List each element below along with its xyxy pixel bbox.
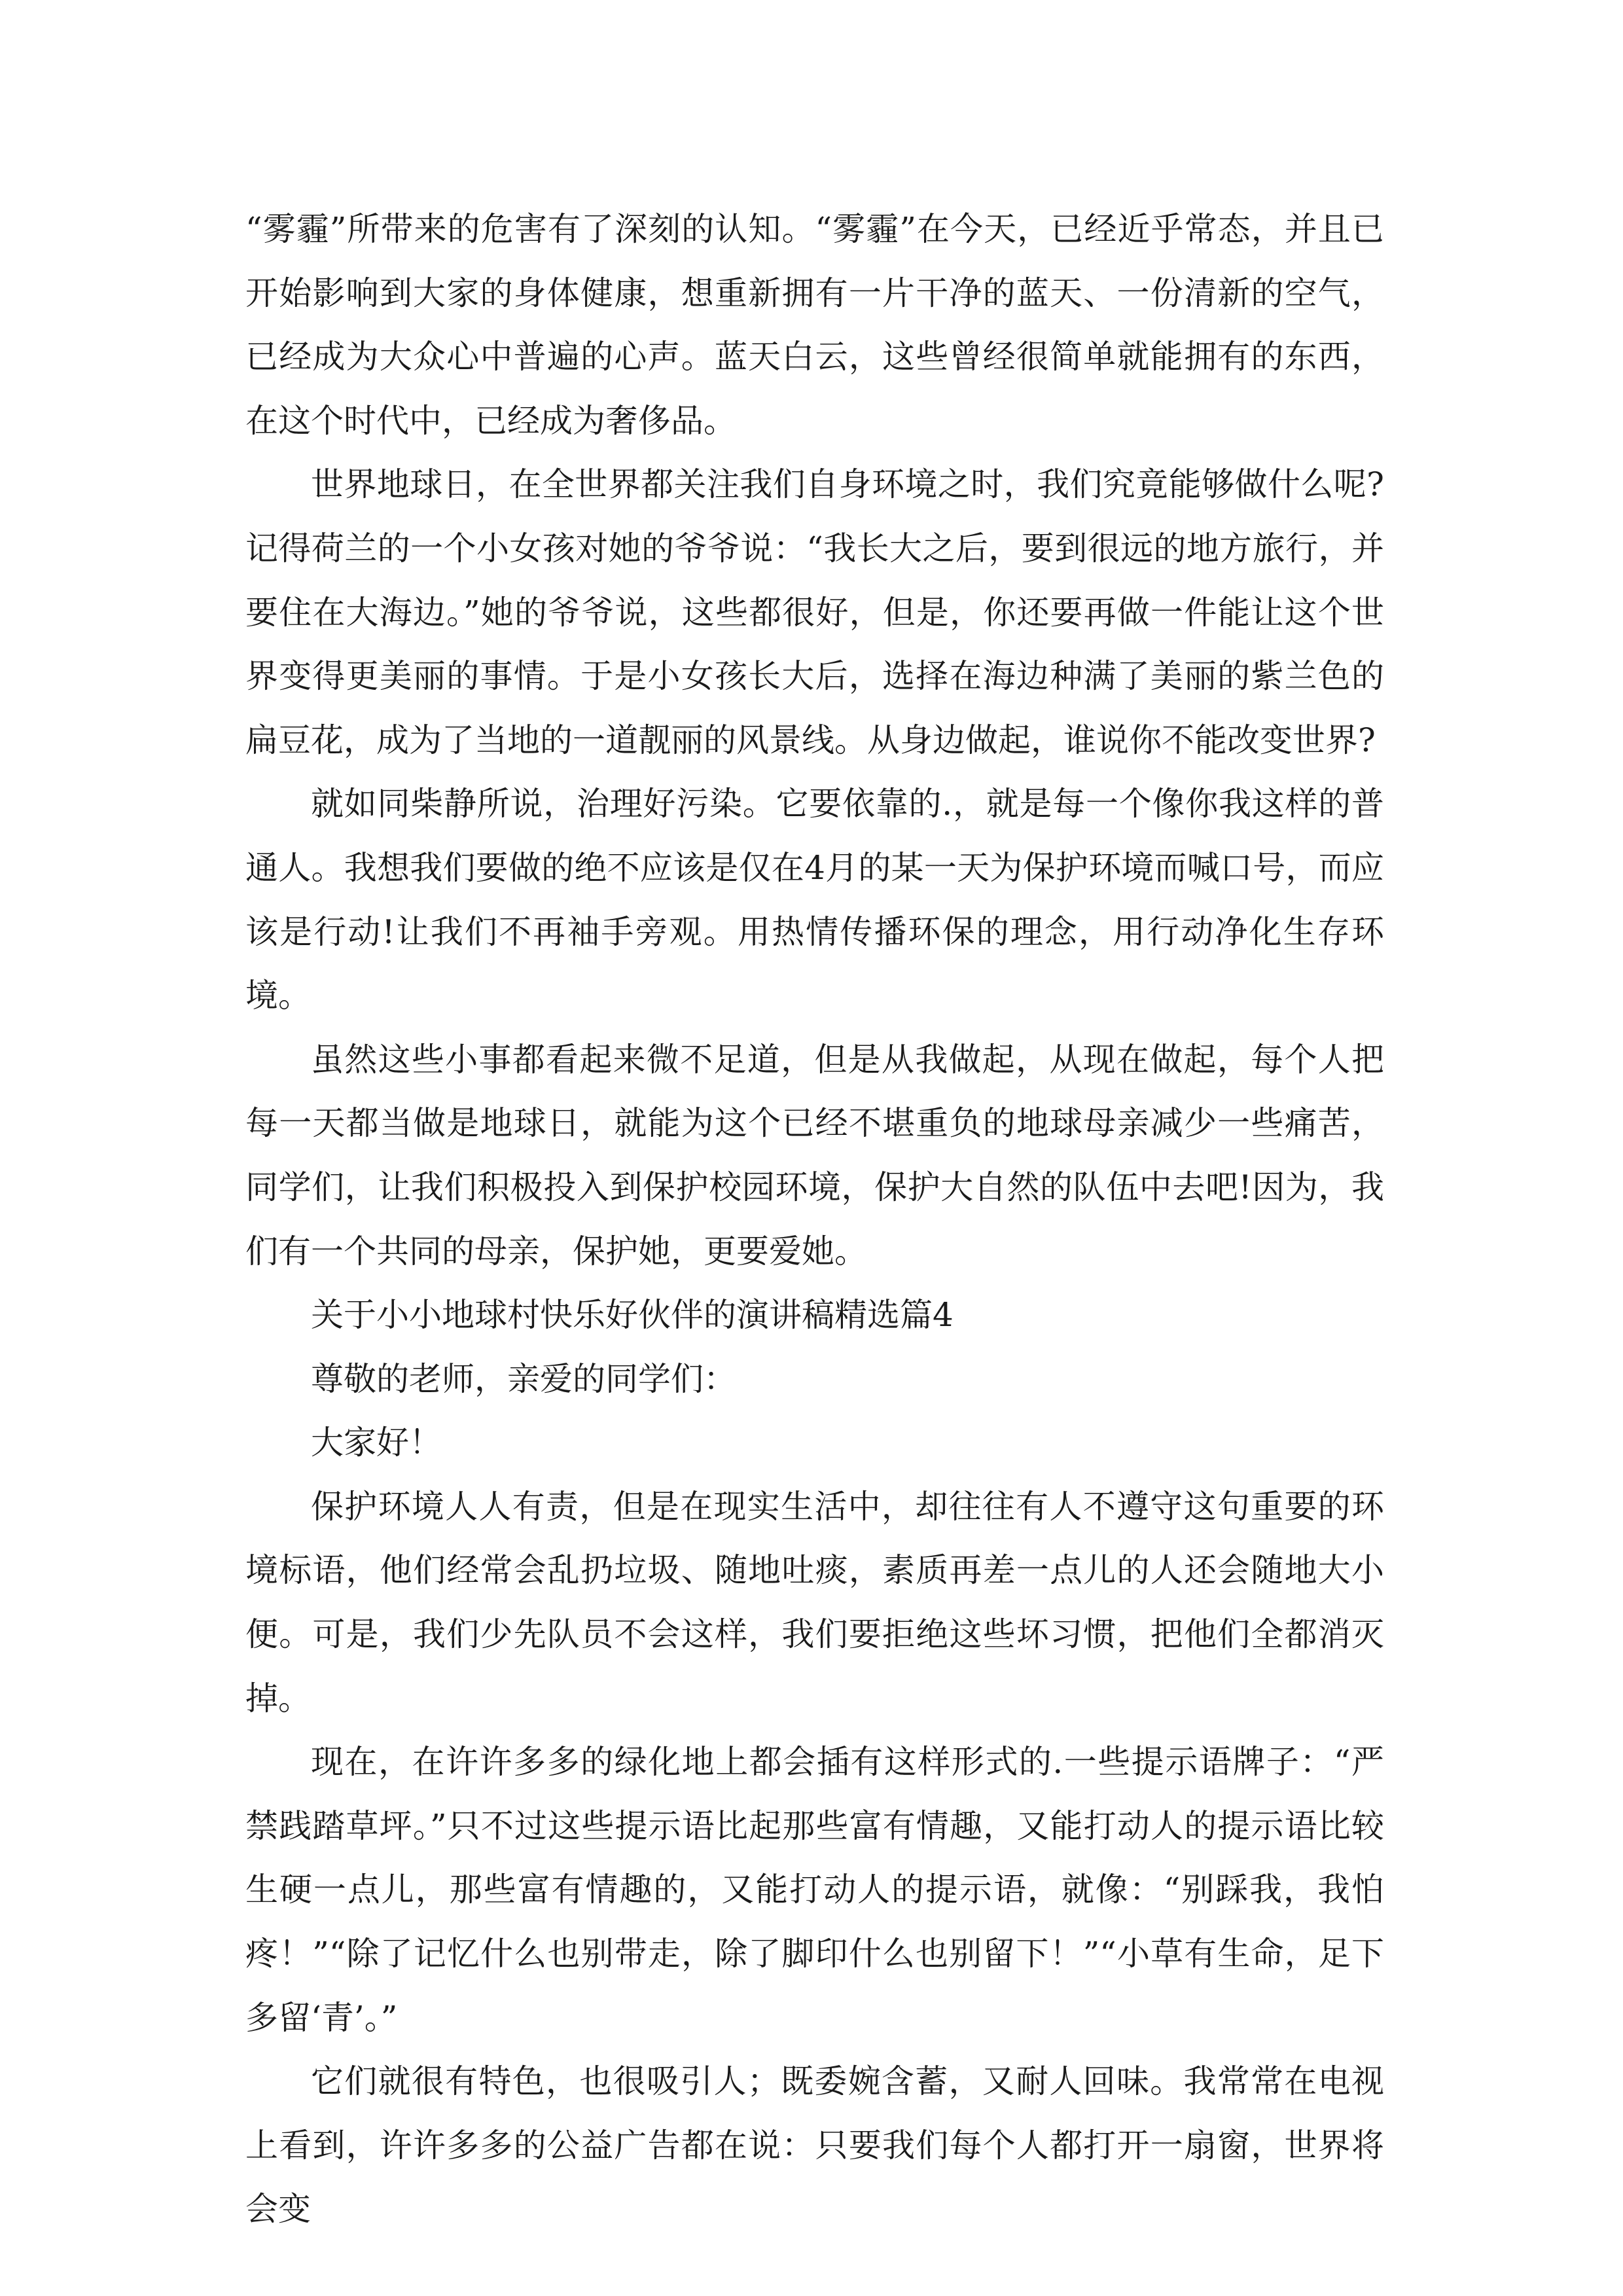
paragraph-ads: 它们就很有特色，也很吸引人；既委婉含蓄，又耐人回味。我常常在电视上看到，许许多多的公益广告都在说：只要我们每个人都打开一扇窗，世界将会变 <box>245 2062 1384 2229</box>
paragraph-earth-day: 世界地球日，在全世界都关注我们自身环境之时，我们究竟能够做什么呢?记得荷兰的一个小女孩对她的爷爷说：“我长大之后，要到很远的地方旅行，并要住在大海边。”她的爷爷说，这些都很好，但是，你还要再做一件能让这个世界变得更美丽的事情。于是小女孩长大后，选择在海边种满了美丽的紫兰色的扁豆花，成为了当地的一道靓丽的风景线。从身边做起，谁说你不能改变世界? <box>245 465 1384 759</box>
paragraph-responsibility: 保护环境人人有责，但是在现实生活中，却往往有人不遵守这句重要的环境标语，他们经常会乱扔垃圾、随地吐痰，素质再差一点儿的人还会随地大小便。可是，我们少先队员不会这样，我们要拒绝这些坏习惯，把他们全都消灭掉。 <box>245 1487 1384 1717</box>
document-body <box>245 198 1384 2242</box>
paragraph-haze-continuation: “雾霾”所带来的危害有了深刻的认知。“雾霾”在今天，已经近乎常态，并且已开始影响到大家的身体健康，想重新拥有一片干净的蓝天、一份清新的空气，已经成为大众心中普遍的心声。蓝天白云，这些曾经很简单就能拥有的东西，在这个时代中，已经成为奢侈品。 <box>245 210 1384 440</box>
paragraph-small-things: 虽然这些小事都看起来微不足道，但是从我做起，从现在做起，每个人把每一天都当做是地球日，就能为这个已经不堪重负的地球母亲减少一些痛苦，同学们，让我们积极投入到保护校园环境，保护大自然的队伍中去吧!因为，我们有一个共同的母亲，保护她，更要爱她。 <box>245 1040 1384 1270</box>
section-heading: 关于小小地球村快乐好伙伴的演讲稿精选篇4 <box>311 1296 954 1335</box>
salutation: 尊敬的老师，亲爱的同学们： <box>311 1359 736 1398</box>
paragraph-chai-jing: 就如同柴静所说，治理好污染。它要依靠的.，就是每一个像你我这样的普通人。我想我们要做的绝不应该是仅在4月的某一天为保护环境而喊口号，而应该是行动!让我们不再袖手旁观。用热情传播环保的理念，用行动净化生存环境。 <box>245 785 1384 1015</box>
greeting: 大家好！ <box>311 1424 442 1462</box>
paragraph-signs: 现在，在许许多多的绿化地上都会插有这样形式的.一些提示语牌子：“严禁践踏草坪。”只不过这些提示语比起那些富有情趣，又能打动人的提示语比较生硬一点儿，那些富有情趣的，又能打动人的提示语，就像：“别踩我，我怕疼！”“除了记忆什么也别带走，除了脚印什么也别留下！”“小草有生命，足下多留‘青’。” <box>245 1743 1384 2037</box>
